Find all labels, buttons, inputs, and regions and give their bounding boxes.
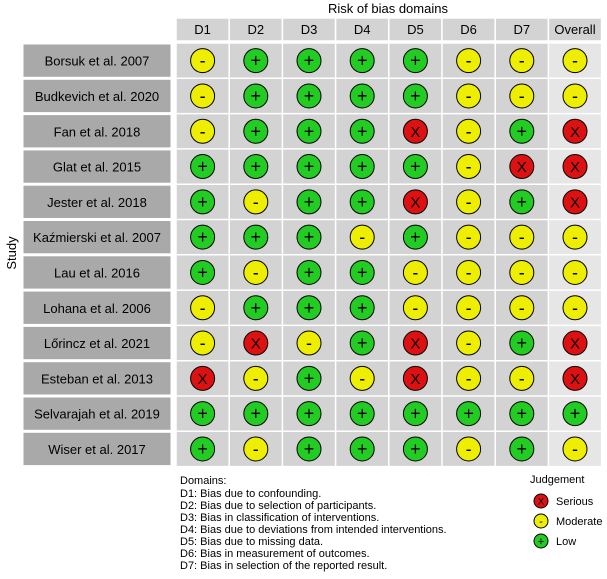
judgement-symbol-low: + <box>250 50 262 71</box>
judgement-symbol-low: + <box>197 156 208 177</box>
judgement-symbol-serious: X <box>410 370 421 388</box>
legend-symbol-serious: X <box>537 496 545 507</box>
judgement-symbol-moderate: - <box>572 227 578 248</box>
judgement-symbol-moderate: - <box>199 333 206 354</box>
judgement-symbol-low: + <box>197 262 208 283</box>
judgement-symbol-low: + <box>303 262 315 283</box>
study-label: Lau et al. 2016 <box>53 265 141 281</box>
judgement-symbol-moderate: - <box>412 297 419 318</box>
judgement-symbol-serious: X <box>569 370 581 388</box>
judgement-symbol-moderate: - <box>252 438 259 459</box>
chart-title: Risk of bias domains <box>328 1 448 16</box>
domain-d7: D7: Bias in selection of the reported result. <box>180 560 388 572</box>
judgement-symbol-moderate: - <box>518 50 525 71</box>
study-label: Budkevich et al. 2020 <box>34 88 160 104</box>
legend-label-moderate: Moderate <box>556 516 603 528</box>
judgement-symbol-low: + <box>303 297 315 318</box>
judgement-symbol-moderate: - <box>518 297 525 318</box>
judgement-symbol-low: + <box>303 227 315 248</box>
domain-d1: D1: Bias due to confounding. <box>180 488 322 500</box>
domain-d6: D6: Bias in measurement of outcomes. <box>180 548 370 560</box>
judgement-symbol-low: + <box>356 403 368 424</box>
study-label: Borsuk et al. 2007 <box>44 53 150 69</box>
judgement-symbol-low: + <box>303 121 315 142</box>
column-header-overall: Overall <box>554 22 596 37</box>
judgement-symbol-low: + <box>356 438 368 459</box>
judgement-symbol-low: + <box>569 403 581 424</box>
judgement-symbol-low: + <box>303 85 315 106</box>
judgement-symbol-low: + <box>356 50 368 71</box>
judgement-symbol-serious: X <box>569 335 581 353</box>
column-header-d7: D7 <box>513 22 531 37</box>
judgement-symbol-low: + <box>516 191 528 212</box>
judgement-symbol-serious: X <box>569 194 581 212</box>
judgement-symbol-moderate: - <box>252 191 259 212</box>
y-axis-label: Study <box>4 236 19 270</box>
judgement-symbol-moderate: - <box>199 50 206 71</box>
study-label: Fan et al. 2018 <box>53 124 141 140</box>
judgement-symbol-low: + <box>516 403 528 424</box>
study-label: Kaźmierski et al. 2007 <box>33 230 161 246</box>
domain-d4: D4: Bias due to deviations from intended interventions. <box>180 524 447 536</box>
judgement-symbol-low: + <box>410 50 421 71</box>
judgement-symbol-moderate: - <box>465 85 472 106</box>
column-header-d6: D6 <box>460 22 477 37</box>
judgement-symbol-serious: X <box>250 335 261 353</box>
judgement-symbol-low: + <box>197 403 208 424</box>
judgement-symbol-moderate: - <box>359 227 366 248</box>
judgement-symbol-low: + <box>303 156 315 177</box>
judgement-symbol-low: + <box>197 227 208 248</box>
judgement-symbol-moderate: - <box>518 227 525 248</box>
judgement-symbol-serious: X <box>410 335 421 353</box>
judgement-grid <box>176 43 602 467</box>
judgement-symbol-low: + <box>250 297 262 318</box>
judgement-symbol-moderate: - <box>572 85 578 106</box>
judgement-symbol-low: + <box>250 121 262 142</box>
judgement-symbol-moderate: - <box>465 191 472 212</box>
column-header-d3: D3 <box>300 22 318 37</box>
domains-title: Domains: <box>180 475 227 487</box>
judgement-symbol-low: + <box>410 438 421 459</box>
judgement-symbol-serious: X <box>516 159 527 177</box>
judgement-symbol-moderate: - <box>465 297 472 318</box>
judgement-symbol-moderate: - <box>465 333 472 354</box>
judgement-symbol-moderate: - <box>199 85 206 106</box>
column-header-d1: D1 <box>194 22 211 37</box>
legend-symbol-moderate: - <box>539 516 543 528</box>
judgement-symbol-moderate: - <box>572 262 578 283</box>
study-label: Jester et al. 2018 <box>47 194 147 210</box>
judgement-symbol-low: + <box>356 121 368 142</box>
judgement-symbol-low: + <box>410 227 421 248</box>
judgement-symbol-low: + <box>250 85 262 106</box>
judgement-symbol-low: + <box>410 156 421 177</box>
judgement-symbol-moderate: - <box>252 262 259 283</box>
judgement-symbol-serious: X <box>410 194 421 212</box>
study-label: Esteban et al. 2013 <box>40 371 154 387</box>
judgement-symbol-moderate: - <box>199 121 206 142</box>
study-label: Lőrincz et al. 2021 <box>43 336 151 352</box>
judgement-symbol-low: + <box>356 262 368 283</box>
judgement-symbol-moderate: - <box>465 262 472 283</box>
judgement-symbol-low: + <box>356 297 368 318</box>
judgement-symbol-moderate: - <box>572 50 578 71</box>
judgement-symbol-moderate: - <box>465 156 472 177</box>
judgement-symbol-low: + <box>516 333 528 354</box>
domain-d5: D5: Bias due to missing data. <box>180 536 324 548</box>
judgement-symbol-low: + <box>516 438 528 459</box>
judgement-symbol-low: + <box>197 438 208 459</box>
judgement-symbol-low: + <box>356 191 368 212</box>
domain-d3: D3: Bias in classification of interventions. <box>180 512 380 524</box>
judgement-symbol-moderate: - <box>465 121 472 142</box>
judgement-symbol-serious: X <box>569 123 581 141</box>
judgement-symbol-low: + <box>250 227 262 248</box>
legend-symbol-low: + <box>537 536 545 548</box>
judgement-symbol-moderate: - <box>306 333 312 354</box>
judgement-symbol-low: + <box>303 191 315 212</box>
judgement-symbol-serious: X <box>197 370 208 388</box>
judgement-symbol-low: + <box>356 333 368 354</box>
column-header-d5: D5 <box>407 22 424 37</box>
judgement-symbol-serious: X <box>410 123 421 141</box>
judgement-symbol-low: + <box>250 156 262 177</box>
judgement-symbol-moderate: - <box>252 368 259 389</box>
judgement-symbol-moderate: - <box>465 438 472 459</box>
column-header-d4: D4 <box>353 22 371 37</box>
judgement-symbol-moderate: - <box>465 368 472 389</box>
judgement-symbol-moderate: - <box>465 50 472 71</box>
column-headers <box>176 18 602 41</box>
judgement-symbol-low: + <box>303 438 315 459</box>
domain-d2: D2: Bias due to selection of participants. <box>180 500 377 512</box>
judgement-symbol-moderate: - <box>572 297 578 318</box>
judgement-symbol-low: + <box>356 156 368 177</box>
column-header-d2: D2 <box>247 22 265 37</box>
judgement-symbol-low: + <box>303 50 315 71</box>
judgement-symbol-moderate: - <box>572 438 578 459</box>
judgement-symbol-moderate: - <box>518 262 525 283</box>
judgement-symbol-low: + <box>410 403 421 424</box>
legend-title: Judgement <box>530 474 585 486</box>
judgement-symbol-low: + <box>356 85 368 106</box>
judgement-symbol-moderate: - <box>518 85 525 106</box>
judgement-symbol-moderate: - <box>518 368 525 389</box>
judgement-symbol-low: + <box>463 403 474 424</box>
study-label: Lohana et al. 2006 <box>43 300 151 316</box>
judgement-symbol-low: + <box>303 368 315 389</box>
study-label: Wiser et al. 2017 <box>48 441 146 457</box>
legend-label-low: Low <box>556 536 577 548</box>
study-label: Selvarajah et al. 2019 <box>34 406 160 422</box>
judgement-symbol-low: + <box>197 191 208 212</box>
judgement-symbol-moderate: - <box>359 368 366 389</box>
legend-label-serious: Serious <box>556 496 594 508</box>
judgement-symbol-moderate: - <box>465 227 472 248</box>
judgement-symbol-low: + <box>250 403 262 424</box>
judgement-symbol-low: + <box>516 121 528 142</box>
judgement-symbol-low: + <box>303 403 315 424</box>
judgement-symbol-low: + <box>410 85 421 106</box>
judgement-symbol-moderate: - <box>199 297 206 318</box>
judgement-symbol-moderate: - <box>412 262 419 283</box>
judgement-symbol-serious: X <box>569 159 581 177</box>
study-label: Glat et al. 2015 <box>52 159 142 175</box>
